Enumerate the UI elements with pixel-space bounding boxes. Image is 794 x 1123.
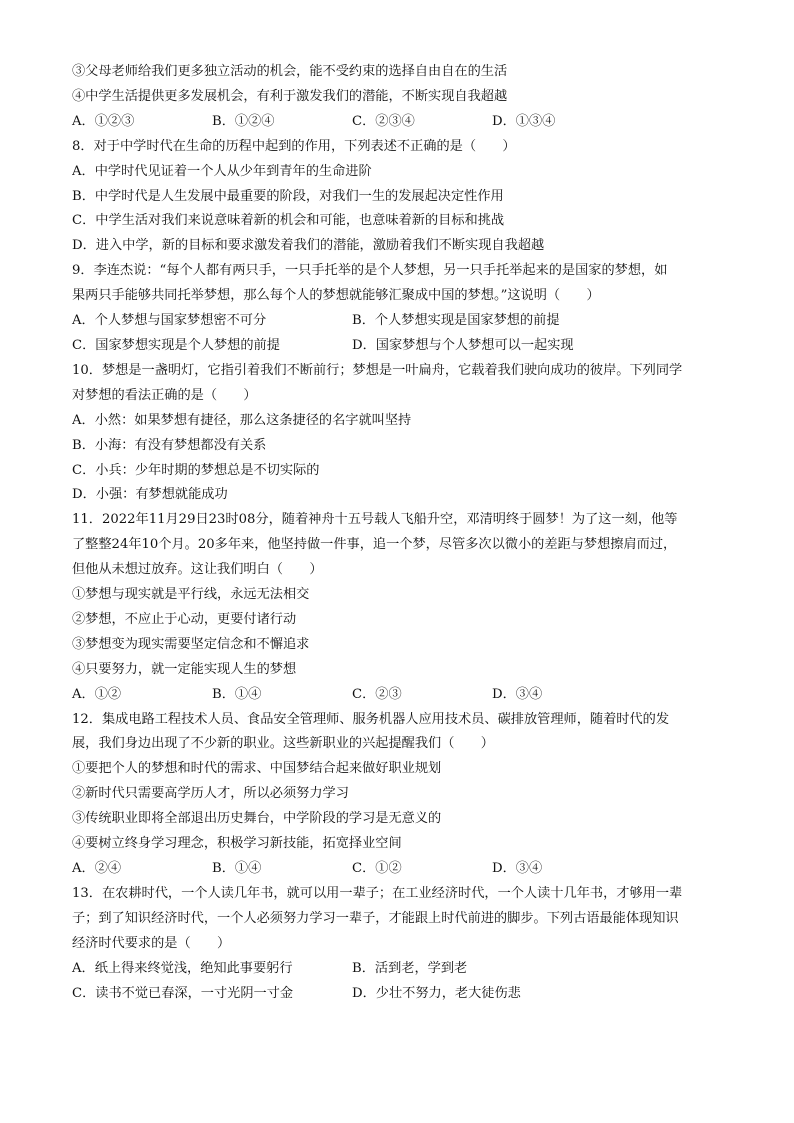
question-10-stem: 10．梦想是一盏明灯，它指引着我们不断前行；梦想是一叶扁舟，它载着我们驶向成功的彼岸。下列同学	[72, 362, 683, 378]
choice-line: B．小海：有没有梦想都没有关系	[72, 437, 267, 453]
option: C．②③④	[352, 113, 415, 129]
question-8-stem: 8．对于中学时代在生命的历程中起到的作用，下列表述不正确的是（ ）	[72, 138, 516, 154]
item-line: ③梦想变为现实需要坚定信念和不懈追求	[72, 636, 310, 652]
item-line: ②梦想，不应止于心动，更要付诸行动	[72, 611, 297, 627]
choice-line: D．小强：有梦想就能成功	[72, 487, 228, 503]
option: D．③④	[492, 686, 543, 702]
question-13-stem: 经济时代要求的是（ ）	[72, 935, 231, 951]
choice-line: C．小兵：少年时期的梦想总是不切实际的	[72, 462, 320, 478]
options-row	[72, 110, 734, 135]
option: B．①④	[212, 861, 262, 876]
option: A．①②③	[72, 113, 135, 129]
question-13-stem: 子；到了知识经济时代，一个人必须努力学习一辈子，才能跟上时代前进的脚步。下列古语最能体现知识	[72, 910, 679, 926]
question-12-stem: 展，我们身边出现了不少新的职业。这些新职业的兴起提醒我们（ ）	[72, 736, 494, 752]
options-row	[72, 957, 734, 982]
option: C．①②	[352, 861, 402, 876]
option: A．①②	[72, 686, 122, 702]
item-line: ④只要努力，就一定能实现人生的梦想	[72, 661, 297, 677]
option: D．少壮不努力，老大徒伤悲	[352, 985, 521, 1001]
item-line: ②新时代只需要高学历人才，所以必须努力学习	[72, 786, 349, 802]
question-11-stem: 11．2022年11月29日23时08分，随着神舟十五号载人飞船升空，邓清明终于圆梦！为了这一刻，他等	[72, 512, 678, 528]
question-11-stem: 了整整24年10个月。20多年来，他坚持做一件事，追一个梦，尽管多次以微小的差距与梦想擦肩而过，	[72, 537, 677, 553]
option: B．①④	[212, 686, 262, 702]
option: B．活到老，学到老	[352, 960, 468, 976]
question-9-stem: 果两只手能够共同托举梦想，那么每个人的梦想就能够汇聚成中国的梦想。”这说明（ ）	[72, 288, 600, 304]
question-11-stem: 但他从未想过放弃。这让我们明白（ ）	[72, 562, 323, 578]
option: A．②④	[72, 861, 122, 876]
option: B．①②④	[212, 113, 275, 129]
option: D．国家梦想与个人梦想可以一起实现	[352, 337, 574, 353]
choice-line: B．中学时代是人生发展中最重要的阶段，对我们一生的发展起决定性作用	[72, 188, 504, 204]
option: A．个人梦想与国家梦想密不可分	[72, 313, 267, 329]
option: C．国家梦想实现是个人梦想的前提	[72, 337, 280, 353]
option: D．①③④	[492, 113, 556, 129]
option: D．③④	[492, 861, 543, 876]
option: A．纸上得来终觉浅，绝知此事要躬行	[72, 960, 293, 976]
item-line: ③传统职业即将全部退出历史舞台，中学阶段的学习是无意义的	[72, 811, 442, 827]
item-line: ①要把个人的梦想和时代的需求、中国梦结合起来做好职业规划	[72, 761, 442, 777]
question-13-stem: 13．在农耕时代，一个人读几年书，就可以用一辈子；在工业经济时代，一个人读十几年书，才够用一辈	[72, 885, 683, 901]
item-line: ③父母老师给我们更多独立活动的机会，能不受约束的选择自由自在的生活	[72, 64, 508, 79]
options-row	[72, 309, 734, 334]
options-row	[72, 982, 734, 1007]
option: C．②③	[352, 686, 402, 702]
question-10-stem: 对梦想的看法正确的是（ ）	[72, 387, 257, 403]
choice-line: A．中学时代见证着一个人从少年到青年的生命进阶	[72, 163, 372, 179]
option: B．个人梦想实现是国家梦想的前提	[352, 313, 560, 329]
choice-line: A．小然：如果梦想有捷径，那么这条捷径的名字就叫坚持	[72, 412, 412, 428]
choice-line: C．中学生活对我们来说意味着新的机会和可能，也意味着新的目标和挑战	[72, 213, 505, 229]
options-row	[72, 857, 734, 882]
item-line: ④要树立终身学习理念，积极学习新技能，拓宽择业空间	[72, 836, 402, 852]
question-12-stem: 12．集成电路工程技术人员、食品安全管理师、服务机器人应用技术员、碳排放管理师，随着时代的发	[72, 711, 670, 727]
options-row	[72, 683, 734, 708]
item-line: ①梦想与现实就是平行线，永远无法相交	[72, 587, 310, 603]
options-row	[72, 334, 734, 359]
option: C．读书不觉已春深，一寸光阴一寸金	[72, 985, 294, 1001]
item-line: ④中学生活提供更多发展机会，有利于激发我们的潜能，不断实现自我超越	[72, 88, 508, 104]
choice-line: D．进入中学，新的目标和要求激发着我们的潜能，激励着我们不断实现自我超越	[72, 238, 545, 254]
question-9-stem: 9．李连杰说：“每个人都有两只手，一只手托举的是个人梦想，另一只手托举起来的是国家的梦想，如	[72, 263, 668, 279]
